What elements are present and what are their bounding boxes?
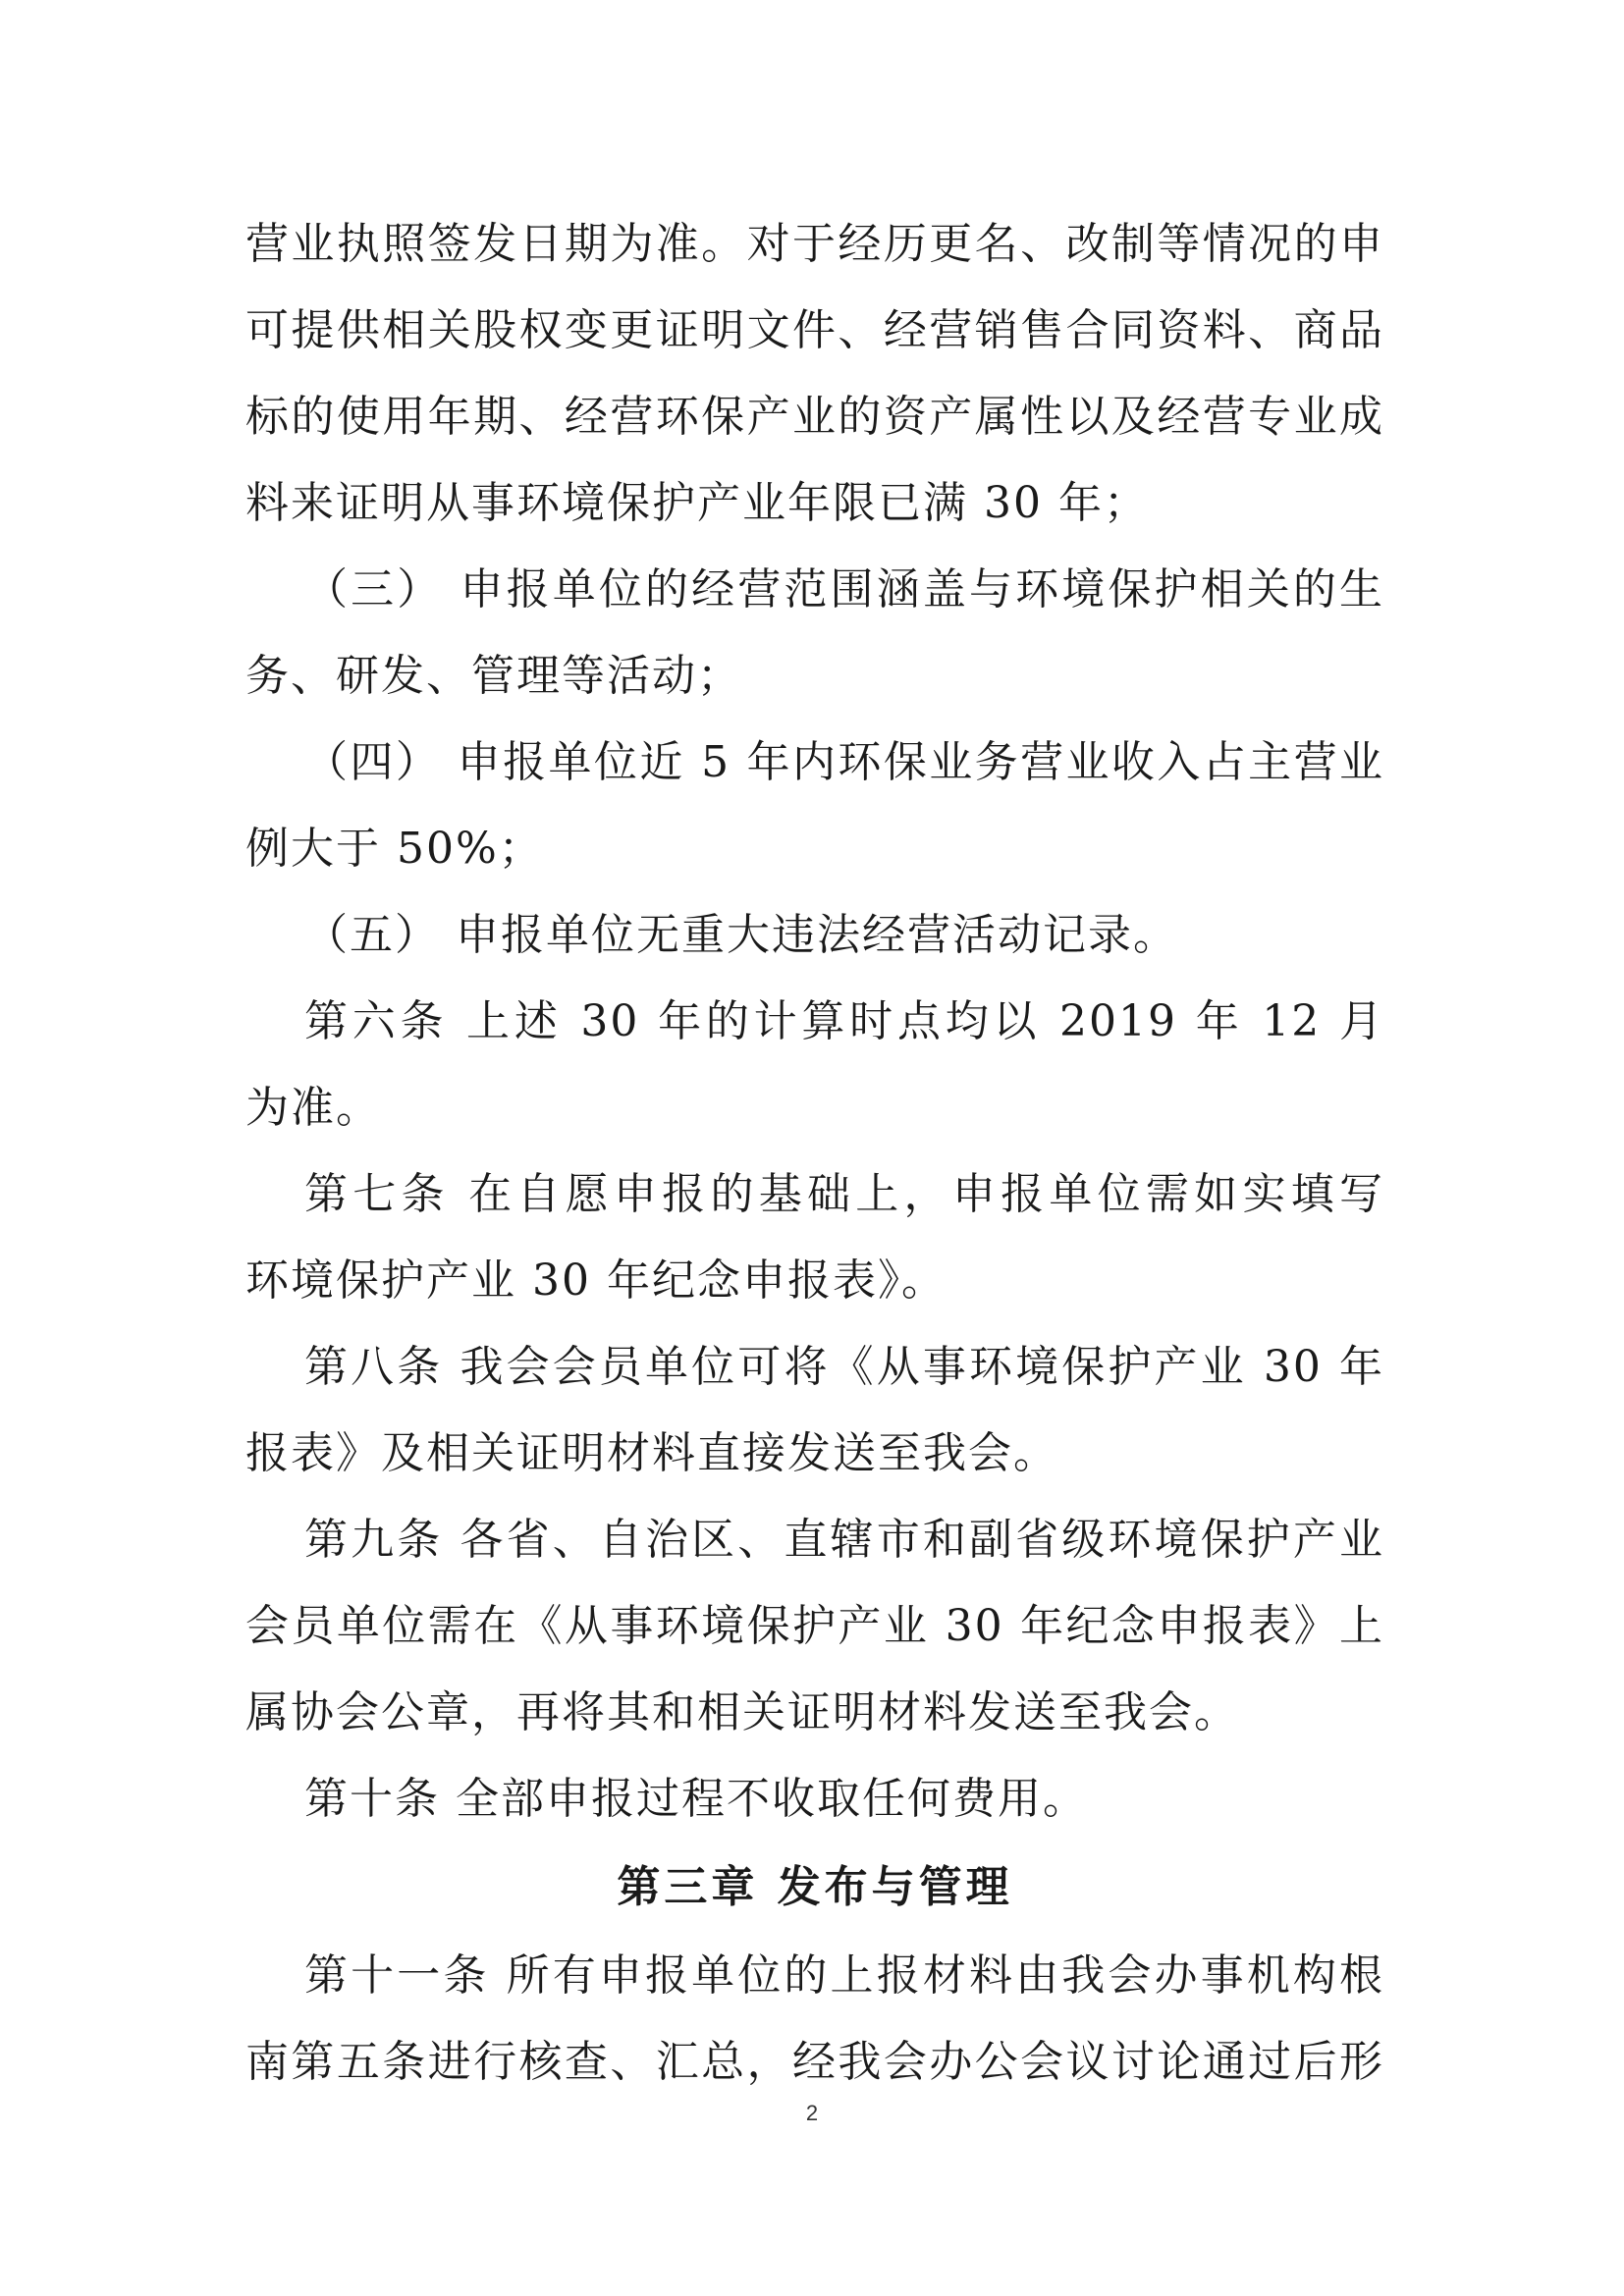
text-line: 务、研发、管理等活动； [245, 651, 742, 701]
clause-five-line: （五） 申报单位无重大违法经营活动记录。 [304, 910, 1178, 960]
clause-three-line: （三） 申报单位的经营范围涵盖与环境保护相关的生 [304, 564, 1384, 614]
text-line: 为准。 [245, 1083, 381, 1133]
text-line: 营业执照签发日期为准。对于经历更名、改制等情况的申 [245, 219, 1384, 269]
chapter-heading: 第三章 发布与管理 [617, 1862, 1013, 1912]
page-number: 2 [805, 2101, 819, 2125]
clause-four-line: （四） 申报单位近 5 年内环保业务营业收入占主营业 [304, 737, 1384, 787]
text-line: 会员单位需在《从事环境保护产业 30 年纪念申报表》上 [245, 1601, 1384, 1651]
text-line: 例大于 50%； [245, 824, 544, 874]
article-ten-line: 第十条 全部申报过程不收取任何费用。 [304, 1774, 1088, 1824]
article-nine-line: 第九条 各省、自治区、直辖市和副省级环境保护产业 [304, 1515, 1384, 1565]
text-line: 属协会公章，再将其和相关证明材料发送至我会。 [245, 1687, 1239, 1737]
article-seven-line: 第七条 在自愿申报的基础上，申报单位需如实填写 [304, 1169, 1384, 1219]
text-line: 标的使用年期、经营环保产业的资产属性以及经营专业成 [245, 392, 1384, 442]
text-line: 南第五条进行核查、汇总，经我会办公会议讨论通过后形 [245, 2037, 1384, 2087]
text-line: 料来证明从事环境保护产业年限已满 30 年； [245, 478, 1149, 528]
article-eight-line: 第八条 我会会员单位可将《从事环境保护产业 30 年 [304, 1342, 1384, 1392]
document-body [245, 201, 1384, 2106]
text-line: 报表》及相关证明材料直接发送至我会。 [245, 1428, 1058, 1478]
text-line: 环境保护产业 30 年纪念申报表》。 [245, 1255, 947, 1306]
article-six-line: 第六条 上述 30 年的计算时点均以 2019 年 12 月 [304, 996, 1384, 1046]
text-line: 可提供相关股权变更证明文件、经营销售合同资料、商品 [245, 305, 1384, 355]
article-eleven-line: 第十一条 所有申报单位的上报材料由我会办事机构根 [304, 1950, 1384, 2001]
